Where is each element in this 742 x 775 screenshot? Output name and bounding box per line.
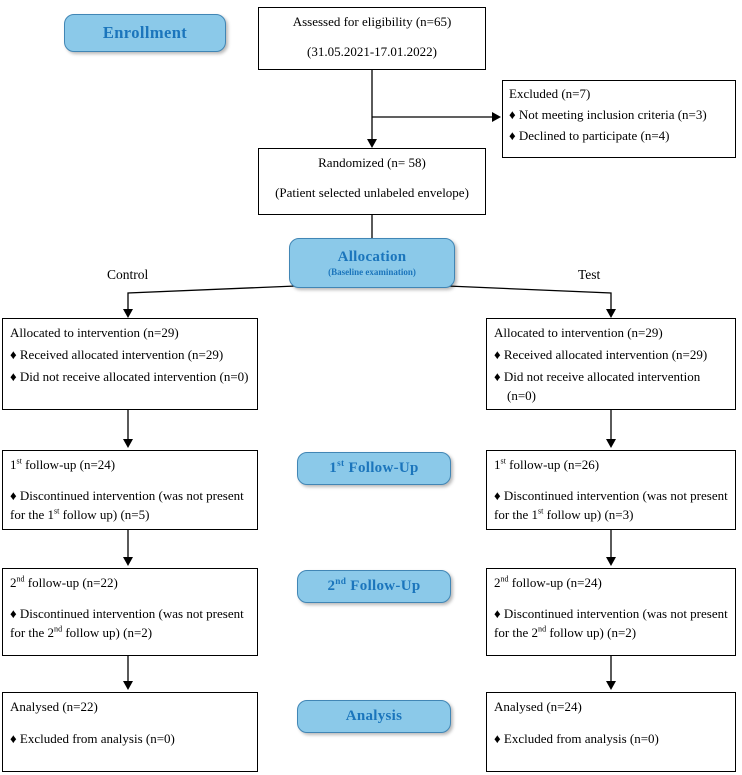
followup1-stage-label — [297, 452, 451, 485]
followup1-test-title: 1st follow-up (n=26) — [494, 456, 600, 472]
line-allocation-to-test — [424, 285, 611, 312]
allocated-control-title: Allocated to intervention (n=29) — [10, 325, 179, 340]
followup1-test-box — [486, 450, 736, 530]
followup1-control-title: 1st follow-up (n=24) — [10, 456, 116, 472]
analysis-stage-label — [297, 700, 451, 733]
allocated-test-bullet-1: ♦ Received allocated intervention (n=29) — [494, 346, 708, 362]
excluded-title: Excluded (n=7) — [509, 86, 591, 101]
assessed-line2: (31.05.2021-17.01.2022) — [307, 43, 437, 59]
allocated-test-bullet-2: ♦ Did not receive allocated intervention (n=0) — [494, 368, 701, 403]
arrowhead-right-f2 — [606, 557, 616, 566]
arrowhead-left-analysis — [123, 681, 133, 690]
enrollment-stage-label — [64, 14, 226, 52]
allocated-control-box — [2, 318, 258, 410]
assessed-line1: Assessed for eligibility (n=65) — [292, 14, 452, 29]
followup2-control-box — [2, 568, 258, 656]
test-branch-label: Test — [578, 267, 601, 282]
followup2-stage-text: 2nd Follow-Up — [327, 577, 421, 594]
analysed-test-box — [486, 692, 736, 772]
followup2-test-box — [486, 568, 736, 656]
randomized-line1: Randomized (n= 58) — [318, 155, 426, 170]
randomized-box — [258, 148, 486, 215]
assessed-box — [258, 7, 486, 70]
analysed-test-bullet: ♦ Excluded from analysis (n=0) — [494, 730, 659, 746]
followup1-stage-text: 1st Follow-Up — [329, 459, 419, 476]
allocated-test-title: Allocated to intervention (n=29) — [494, 325, 663, 340]
followup2-test-bullet: ♦ Discontinued intervention (was not present for the 2nd follow up) (n=2) — [494, 605, 728, 640]
allocation-stage-label — [289, 238, 455, 288]
arrowhead-right-analysis — [606, 681, 616, 690]
control-branch-label: Control — [107, 267, 149, 282]
analysed-control-box — [2, 692, 258, 772]
followup1-test-bullet: ♦ Discontinued intervention (was not present for the 1st follow up) (n=3) — [494, 487, 728, 522]
analysed-control-bullet: ♦ Excluded from analysis (n=0) — [10, 730, 175, 746]
followup2-test-title: 2nd follow-up (n=24) — [494, 574, 602, 590]
analysis-stage-text: Analysis — [345, 708, 403, 724]
arrowhead-left-f1 — [123, 439, 133, 448]
arrowhead-randomized — [367, 139, 377, 148]
followup1-control-box — [2, 450, 258, 530]
line-allocation-to-control — [128, 285, 320, 312]
enrollment-stage-text: Enrollment — [102, 23, 188, 42]
allocation-stage-subtext: (Baseline examination) — [328, 267, 416, 277]
arrowhead-left-f2 — [123, 557, 133, 566]
followup1-control-bullet: ♦ Discontinued intervention (was not present for the 1st follow up) (n=5) — [10, 487, 244, 522]
followup2-control-title: 2nd follow-up (n=22) — [10, 574, 118, 590]
excluded-bullet-2: ♦ Declined to participate (n=4) — [509, 127, 670, 143]
analysed-control-title: Analysed (n=22) — [10, 699, 98, 714]
allocated-control-bullet-1: ♦ Received allocated intervention (n=29) — [10, 346, 224, 362]
analysed-test-title: Analysed (n=24) — [494, 699, 582, 714]
allocation-stage-text: Allocation — [337, 249, 407, 265]
arrowhead-right-f1 — [606, 439, 616, 448]
excluded-box — [502, 80, 736, 158]
excluded-bullet-1: ♦ Not meeting inclusion criteria (n=3) — [509, 106, 707, 122]
followup2-control-bullet: ♦ Discontinued intervention (was not present for the 2nd follow up) (n=2) — [10, 605, 244, 640]
followup2-stage-label — [297, 570, 451, 603]
allocated-control-bullet-2: ♦ Did not receive allocated intervention (n=0) — [10, 368, 249, 384]
allocated-test-box — [486, 318, 736, 410]
randomized-line2: (Patient selected unlabeled envelope) — [275, 184, 469, 200]
arrowhead-excluded — [492, 112, 501, 122]
arrowhead-control-alloc — [123, 309, 133, 318]
arrowhead-test-alloc — [606, 309, 616, 318]
